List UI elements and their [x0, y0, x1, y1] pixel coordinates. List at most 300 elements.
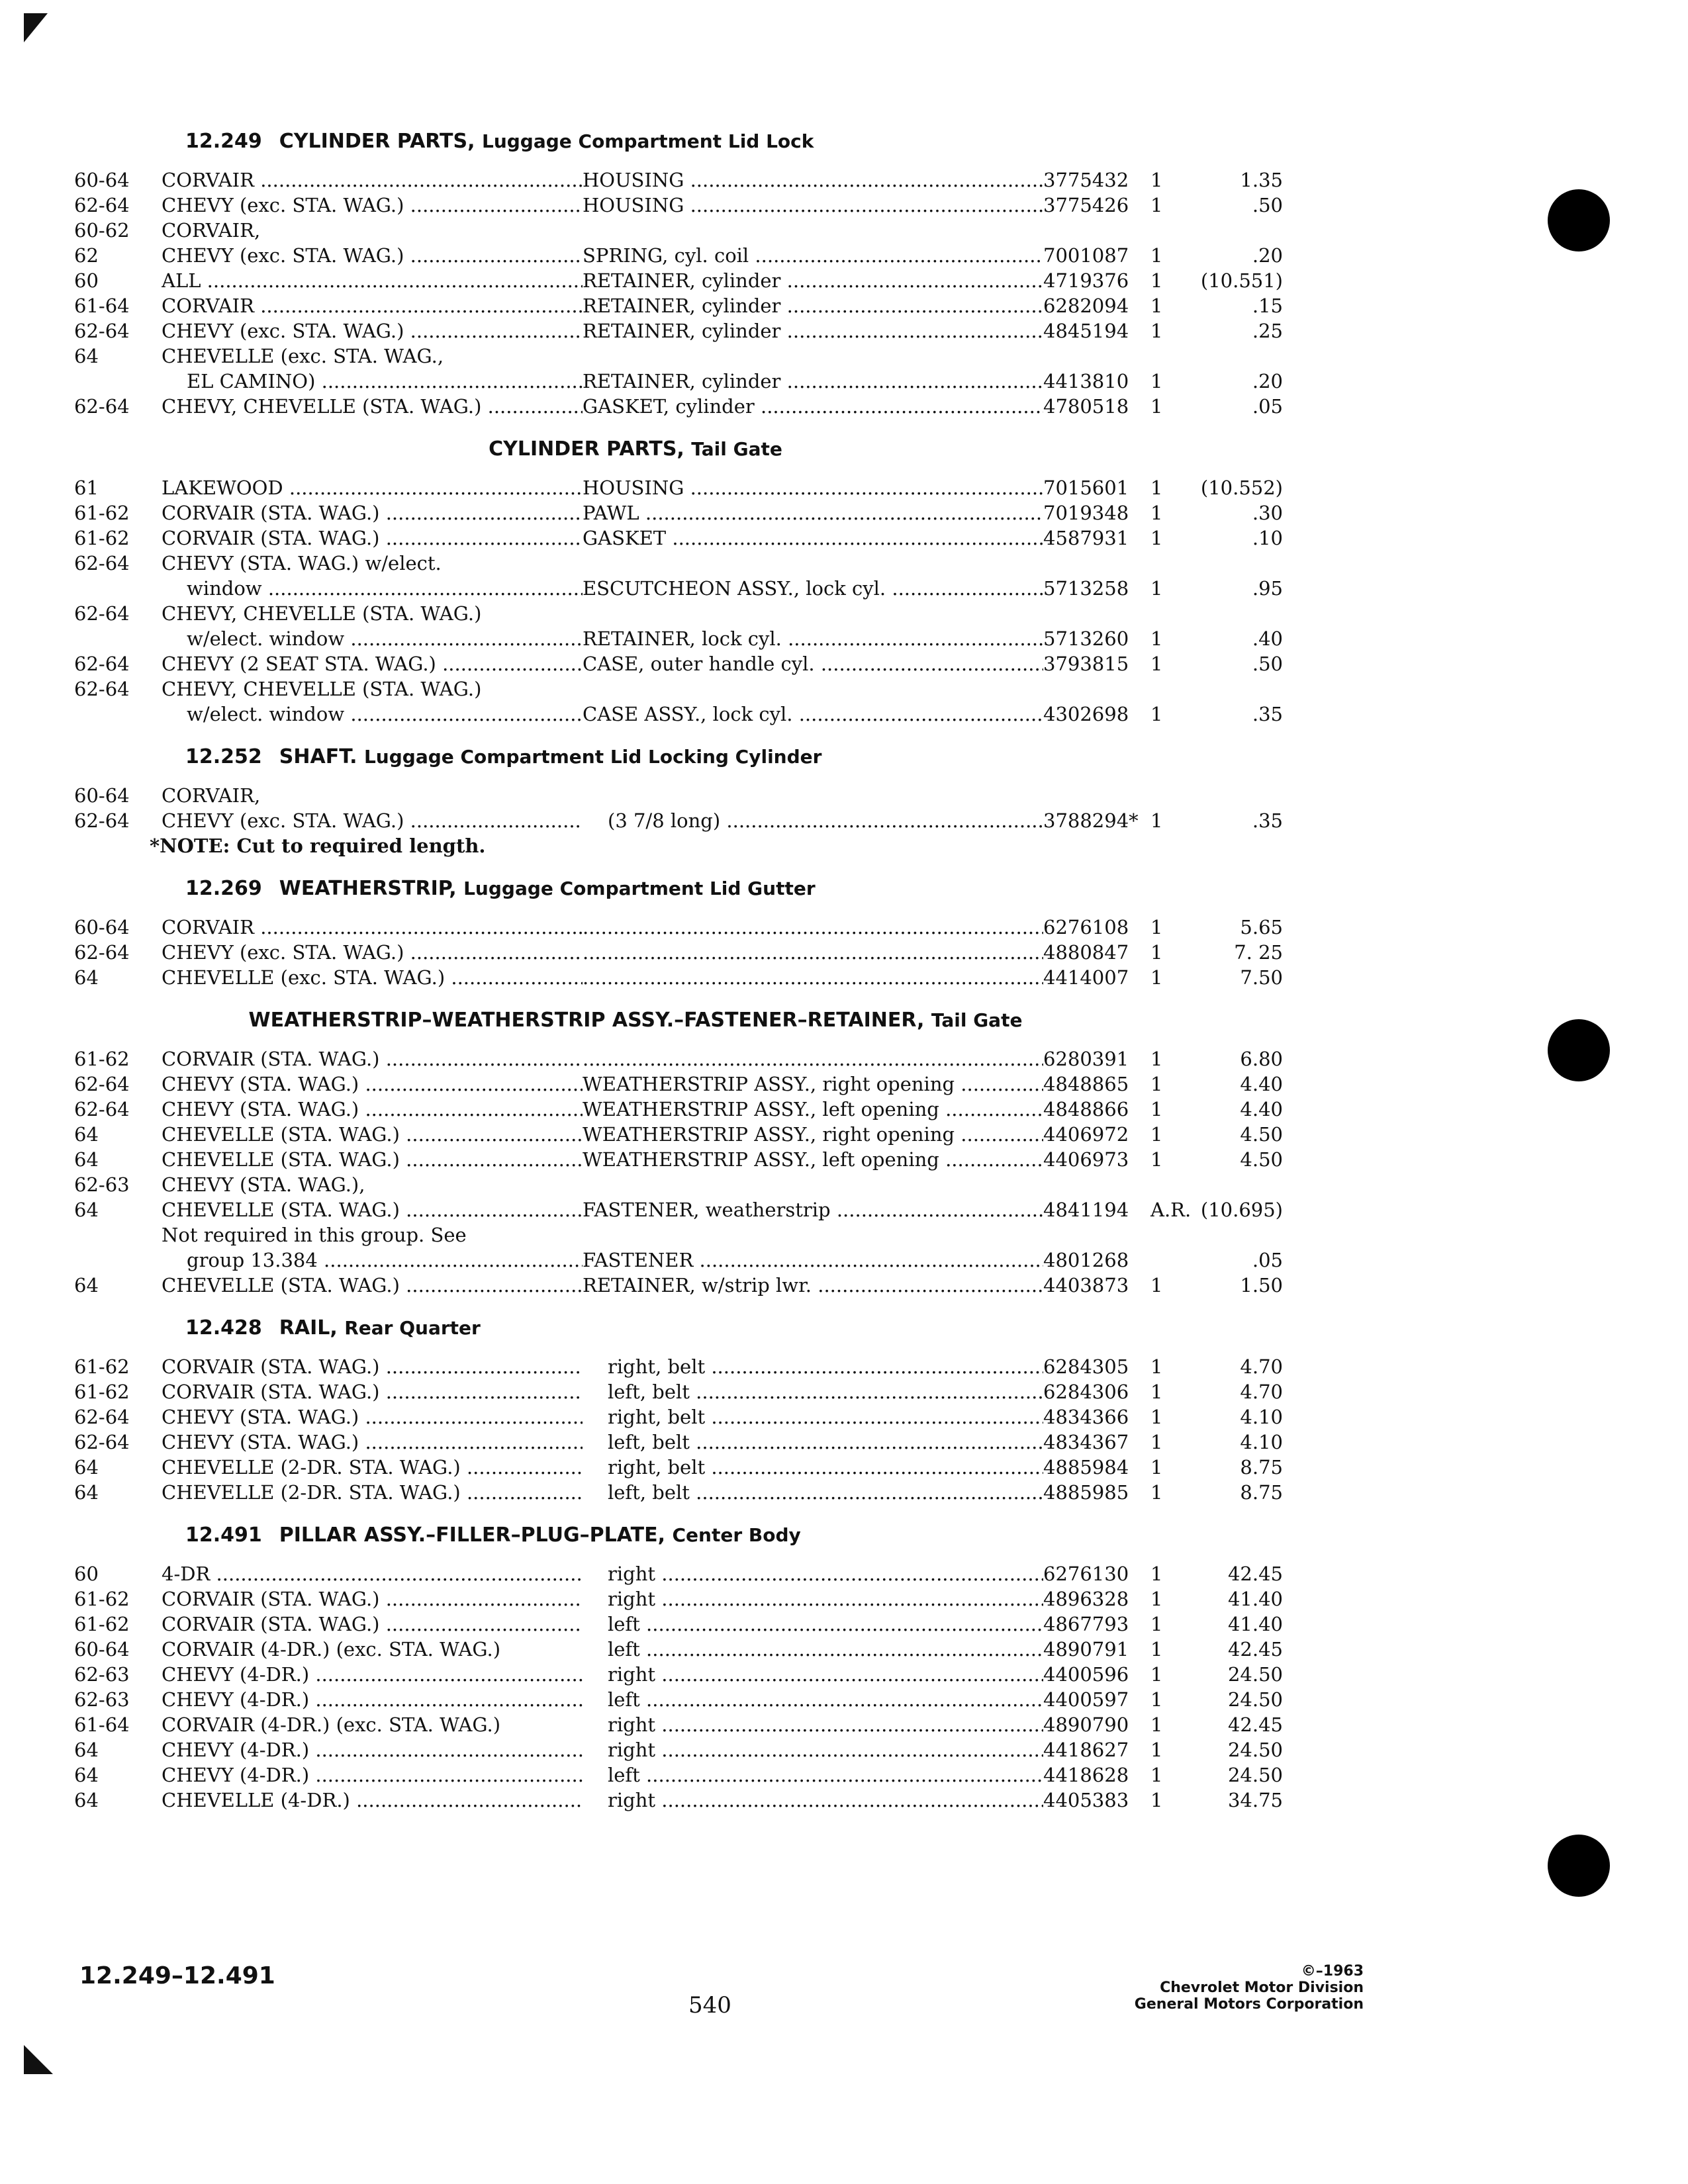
- part-description: [583, 1046, 1043, 1071]
- quantity: 1: [1150, 627, 1163, 650]
- part-description: WEATHERSTRIP ASSY., right opening .....: [583, 1071, 1043, 1097]
- part-number: 4848866: [1043, 1098, 1129, 1120]
- table-row: [74, 193, 1286, 218]
- vehicle-model: CHEVELLE (STA. WAG.) .....: [162, 1147, 583, 1172]
- model-years: 62-64: [74, 678, 130, 700]
- vehicle-model: CORVAIR .....: [162, 167, 583, 193]
- part-number: 3775432: [1043, 169, 1129, 191]
- section-heading: [74, 1009, 1286, 1032]
- list-price: 8.75: [1240, 1456, 1283, 1479]
- table-row: [74, 1222, 1286, 1248]
- table-row: [74, 243, 1286, 268]
- part-number: 4587931: [1043, 527, 1129, 549]
- part-number: 4406972: [1043, 1123, 1129, 1146]
- part-number: 3775426: [1043, 194, 1129, 216]
- table-row: [74, 676, 1286, 702]
- model-years: 61-62: [74, 1613, 130, 1635]
- part-number: 4885984: [1043, 1456, 1129, 1479]
- model-years: 60: [74, 269, 99, 292]
- part-number: 4841194: [1043, 1199, 1129, 1221]
- quantity: 1: [1150, 1148, 1163, 1171]
- list-price: .30: [1252, 502, 1283, 524]
- part-number: 4848865: [1043, 1073, 1129, 1095]
- table-row: [74, 940, 1286, 965]
- vehicle-model: CORVAIR (STA. WAG.) .....: [162, 500, 583, 525]
- part-number: 5713260: [1043, 627, 1129, 650]
- group-number: 12.491: [185, 1524, 262, 1547]
- table-row: [74, 1197, 1286, 1222]
- list-price: (10.551): [1200, 269, 1283, 292]
- model-years: 62-64: [74, 941, 130, 964]
- model-years: 64: [74, 1148, 99, 1171]
- part-number: 4418628: [1043, 1764, 1129, 1786]
- model-years: 62: [74, 244, 99, 267]
- quantity: 1: [1150, 577, 1163, 600]
- list-price: 4.70: [1240, 1381, 1283, 1403]
- list-price: .10: [1252, 527, 1283, 549]
- quantity: 1: [1150, 502, 1163, 524]
- part-description: left, belt .....: [583, 1379, 1043, 1404]
- list-price: 41.40: [1227, 1613, 1283, 1635]
- part-number: 4885985: [1043, 1481, 1129, 1504]
- vehicle-model: CHEVELLE (exc. STA. WAG.) .....: [162, 965, 583, 990]
- division-name: Chevrolet Motor Division: [1160, 1979, 1364, 1996]
- vehicle-model: window .....: [162, 576, 583, 601]
- part-number: 6280391: [1043, 1048, 1129, 1070]
- part-description: [583, 940, 1043, 965]
- quantity: 1: [1150, 1563, 1163, 1585]
- section-heading: [74, 877, 1286, 900]
- vehicle-model: ALL .....: [162, 268, 583, 293]
- vehicle-model: CHEVY (4-DR.) .....: [162, 1662, 583, 1687]
- quantity: 1: [1150, 1739, 1163, 1761]
- table-row: [74, 551, 1286, 576]
- vehicle-model: CHEVY (STA. WAG.) .....: [162, 1404, 583, 1430]
- model-years: 61-64: [74, 1713, 130, 1736]
- vehicle-model: Not required in this group. See: [162, 1224, 467, 1246]
- list-price: 7.50: [1240, 966, 1283, 989]
- part-number: 7001087: [1043, 244, 1129, 267]
- list-price: 24.50: [1227, 1663, 1283, 1686]
- table-row: [74, 525, 1286, 551]
- quantity: 1: [1150, 916, 1163, 938]
- list-price: 4.40: [1240, 1098, 1283, 1120]
- model-years: 62-64: [74, 395, 130, 418]
- part-number: 7015601: [1043, 477, 1129, 499]
- part-description: FASTENER .....: [583, 1248, 1043, 1273]
- part-description: CASE ASSY., lock cyl. .....: [583, 702, 1043, 727]
- part-number: 4896328: [1043, 1588, 1129, 1610]
- part-description: FASTENER, weatherstrip .....: [583, 1197, 1043, 1222]
- list-price: 4.50: [1240, 1123, 1283, 1146]
- part-number: 4403873: [1043, 1274, 1129, 1297]
- model-years: 64: [74, 345, 99, 367]
- vehicle-model: CORVAIR (STA. WAG.) .....: [162, 1354, 583, 1379]
- section-title: CYLINDER PARTS,: [279, 130, 475, 153]
- vehicle-model: CHEVY (4-DR.) .....: [162, 1687, 583, 1712]
- vehicle-model: CHEVY (exc. STA. WAG.) .....: [162, 318, 583, 343]
- list-price: .20: [1252, 244, 1283, 267]
- part-description: left, belt .....: [583, 1430, 1043, 1455]
- table-row: [74, 1046, 1286, 1071]
- quantity: 1: [1150, 1663, 1163, 1686]
- part-number: 4780518: [1043, 395, 1129, 418]
- section-subtitle: Tail Gate: [931, 1009, 1023, 1031]
- vehicle-model: CHEVY (exc. STA. WAG.) .....: [162, 193, 583, 218]
- list-price: .05: [1252, 395, 1283, 418]
- model-years: 62-64: [74, 1098, 130, 1120]
- model-years: 62-63: [74, 1173, 130, 1196]
- list-price: 6.80: [1240, 1048, 1283, 1070]
- vehicle-model: w/elect. window .....: [162, 702, 583, 727]
- list-price: .25: [1252, 320, 1283, 342]
- model-years: 61-62: [74, 1381, 130, 1403]
- quantity: 1: [1150, 1431, 1163, 1453]
- group-number: 12.252: [185, 745, 262, 768]
- model-years: 60-64: [74, 916, 130, 938]
- model-years: 60: [74, 1563, 99, 1585]
- part-number: 6276130: [1043, 1563, 1129, 1585]
- table-row: [74, 318, 1286, 343]
- quantity: 1: [1150, 477, 1163, 499]
- vehicle-model: LAKEWOOD .....: [162, 475, 583, 500]
- part-number: 6276108: [1043, 916, 1129, 938]
- list-price: .50: [1252, 194, 1283, 216]
- table-row: [74, 783, 1286, 808]
- quantity: 1: [1150, 194, 1163, 216]
- part-number: 4834366: [1043, 1406, 1129, 1428]
- list-price: 24.50: [1227, 1688, 1283, 1711]
- vehicle-model: w/elect. window .....: [162, 626, 583, 651]
- model-years: 64: [74, 1764, 99, 1786]
- table-row: [74, 475, 1286, 500]
- part-description: ESCUTCHEON ASSY., lock cyl. .....: [583, 576, 1043, 601]
- part-number: 6284306: [1043, 1381, 1129, 1403]
- part-number: 4880847: [1043, 941, 1129, 964]
- model-years: 62-64: [74, 1431, 130, 1453]
- section-heading: [74, 130, 1286, 153]
- part-description: HOUSING .....: [583, 167, 1043, 193]
- part-number: 4719376: [1043, 269, 1129, 292]
- table-row: [74, 1097, 1286, 1122]
- vehicle-model: CORVAIR (STA. WAG.) .....: [162, 1046, 583, 1071]
- part-number: 4890790: [1043, 1713, 1129, 1736]
- vehicle-model: CHEVY (exc. STA. WAG.) .....: [162, 243, 583, 268]
- table-row: [74, 576, 1286, 601]
- vehicle-model: CHEVY, CHEVELLE (STA. WAG.): [162, 678, 482, 700]
- part-description: WEATHERSTRIP ASSY., left opening .....: [583, 1097, 1043, 1122]
- publisher-block: [1046, 1963, 1364, 2013]
- list-price: 42.45: [1227, 1563, 1283, 1585]
- list-price: .35: [1252, 809, 1283, 832]
- table-row: [74, 1430, 1286, 1455]
- punch-hole-middle: [1548, 1019, 1610, 1081]
- model-years: 64: [74, 1123, 99, 1146]
- section-heading: [74, 745, 1286, 768]
- table-row: [74, 293, 1286, 318]
- list-price: 24.50: [1227, 1739, 1283, 1761]
- list-price: (10.695): [1200, 1199, 1283, 1221]
- model-years: 62-64: [74, 1406, 130, 1428]
- part-number: 3788294*: [1043, 809, 1139, 832]
- list-price: 34.75: [1227, 1789, 1283, 1811]
- part-description: left .....: [583, 1637, 1043, 1662]
- model-years: 60-64: [74, 1638, 130, 1661]
- model-years: 64: [74, 966, 99, 989]
- part-description: RETAINER, cylinder .....: [583, 268, 1043, 293]
- vehicle-model: EL CAMINO) .....: [162, 369, 583, 394]
- list-price: 5.65: [1240, 916, 1283, 938]
- vehicle-model: 4-DR .....: [162, 1561, 583, 1586]
- list-price: .05: [1252, 1249, 1283, 1271]
- corporation-name: General Motors Corporation: [1134, 1996, 1364, 2013]
- table-row: [74, 1762, 1286, 1788]
- model-years: 64: [74, 1739, 99, 1761]
- part-number: 4413810: [1043, 370, 1129, 392]
- part-number: 4405383: [1043, 1789, 1129, 1811]
- model-years: 61-62: [74, 527, 130, 549]
- part-number: 4890791: [1043, 1638, 1129, 1661]
- list-price: 4.10: [1240, 1406, 1283, 1428]
- table-row: [74, 1712, 1286, 1737]
- model-years: 61-62: [74, 1355, 130, 1378]
- table-row: [74, 1172, 1286, 1197]
- table-row: [74, 1788, 1286, 1813]
- quantity: 1: [1150, 653, 1163, 675]
- part-number: 4845194: [1043, 320, 1129, 342]
- list-price: 4.70: [1240, 1355, 1283, 1378]
- model-years: 60-64: [74, 169, 130, 191]
- part-number: 4400597: [1043, 1688, 1129, 1711]
- vehicle-model: CHEVY (4-DR.) .....: [162, 1762, 583, 1788]
- model-years: 61-62: [74, 1048, 130, 1070]
- part-number: 4801268: [1043, 1249, 1129, 1271]
- vehicle-model: CHEVY, CHEVELLE (STA. WAG.) .....: [162, 394, 583, 419]
- part-description: RETAINER, cylinder .....: [583, 318, 1043, 343]
- table-row: [74, 1586, 1286, 1612]
- section-note: *NOTE: Cut to required length.: [150, 835, 486, 857]
- vehicle-model: CORVAIR (4-DR.) (exc. STA. WAG.): [162, 1713, 501, 1736]
- part-description: right .....: [583, 1561, 1043, 1586]
- table-row: [74, 218, 1286, 243]
- table-row: [74, 1662, 1286, 1687]
- model-years: 62-63: [74, 1688, 130, 1711]
- quantity: 1: [1150, 1098, 1163, 1120]
- list-price: .50: [1252, 653, 1283, 675]
- table-row: [74, 1071, 1286, 1097]
- part-description: GASKET, cylinder .....: [583, 394, 1043, 419]
- model-years: 62-64: [74, 809, 130, 832]
- model-years: 64: [74, 1274, 99, 1297]
- model-years: 62-64: [74, 552, 130, 574]
- model-years: 62-63: [74, 1663, 130, 1686]
- table-row: [74, 1404, 1286, 1430]
- section-subtitle: Tail Gate: [691, 438, 782, 460]
- table-row: [74, 1687, 1286, 1712]
- section-heading: [74, 1524, 1286, 1547]
- vehicle-model: CORVAIR (STA. WAG.) .....: [162, 525, 583, 551]
- vehicle-model: CHEVY (STA. WAG.) w/elect.: [162, 552, 442, 574]
- model-years: 61-64: [74, 295, 130, 317]
- part-description: CASE, outer handle cyl. .....: [583, 651, 1043, 676]
- model-years: 62-64: [74, 194, 130, 216]
- section-title: WEATHERSTRIP–WEATHERSTRIP ASSY.–FASTENER–RETAINER,: [248, 1009, 925, 1032]
- part-description: SPRING, cyl. coil .....: [583, 243, 1043, 268]
- quantity: 1: [1150, 1274, 1163, 1297]
- part-number: 5713258: [1043, 577, 1129, 600]
- part-number: 4414007: [1043, 966, 1129, 989]
- model-years: 62-64: [74, 653, 130, 675]
- part-description: [583, 965, 1043, 990]
- quantity: 1: [1150, 370, 1163, 392]
- quantity: 1: [1150, 1481, 1163, 1504]
- page-number: 540: [688, 1992, 731, 2019]
- vehicle-model: CORVAIR .....: [162, 293, 583, 318]
- section-title: PILLAR ASSY.–FILLER–PLUG–PLATE,: [279, 1524, 666, 1547]
- list-price: .15: [1252, 295, 1283, 317]
- quantity: 1: [1150, 244, 1163, 267]
- table-row: [74, 1147, 1286, 1172]
- list-price: 4.40: [1240, 1073, 1283, 1095]
- list-price: .20: [1252, 370, 1283, 392]
- section-subtitle: Luggage Compartment Lid Locking Cylinder: [363, 746, 822, 768]
- quantity: 1: [1150, 1048, 1163, 1070]
- model-years: 64: [74, 1456, 99, 1479]
- section-heading: [74, 437, 1286, 461]
- punch-hole-top: [1548, 189, 1610, 251]
- quantity: 1: [1150, 1764, 1163, 1786]
- list-price: 7. 25: [1234, 941, 1283, 964]
- table-row: [74, 1122, 1286, 1147]
- quantity: 1: [1150, 395, 1163, 418]
- part-description: RETAINER, lock cyl. .....: [583, 626, 1043, 651]
- quantity: 1: [1150, 169, 1163, 191]
- part-number: 4867793: [1043, 1613, 1129, 1635]
- quantity: 1: [1150, 941, 1163, 964]
- vehicle-model: CHEVELLE (4-DR.) .....: [162, 1788, 583, 1813]
- quantity: A.R.: [1150, 1199, 1192, 1221]
- parts-listing: [74, 111, 1286, 1813]
- vehicle-model: CHEVY (STA. WAG.) .....: [162, 1071, 583, 1097]
- part-description: GASKET .....: [583, 525, 1043, 551]
- quantity: 1: [1150, 703, 1163, 725]
- vehicle-model: CHEVY (STA. WAG.) .....: [162, 1430, 583, 1455]
- model-years: 60-62: [74, 219, 130, 242]
- quantity: 1: [1150, 966, 1163, 989]
- part-description: [583, 915, 1043, 940]
- copyright: ©–1963: [1301, 1963, 1364, 1979]
- quantity: 1: [1150, 1456, 1163, 1479]
- model-years: 64: [74, 1199, 99, 1221]
- part-number: 3793815: [1043, 653, 1129, 675]
- part-description: RETAINER, cylinder .....: [583, 293, 1043, 318]
- section-title: CYLINDER PARTS,: [489, 437, 684, 461]
- vehicle-model: CORVAIR (STA. WAG.) .....: [162, 1586, 583, 1612]
- part-number: 7019348: [1043, 502, 1129, 524]
- model-years: 60-64: [74, 784, 130, 807]
- vehicle-model: CHEVY (STA. WAG.),: [162, 1173, 365, 1196]
- table-row: [74, 1612, 1286, 1637]
- table-row: [74, 1737, 1286, 1762]
- table-row: [74, 268, 1286, 293]
- table-row: [74, 343, 1286, 369]
- table-row: [74, 702, 1286, 727]
- section-subtitle: Rear Quarter: [344, 1317, 481, 1339]
- table-row: [74, 915, 1286, 940]
- vehicle-model: CORVAIR,: [162, 219, 261, 242]
- quantity: 1: [1150, 1613, 1163, 1635]
- vehicle-model: CORVAIR (STA. WAG.) .....: [162, 1379, 583, 1404]
- part-description: HOUSING .....: [583, 193, 1043, 218]
- part-description: right, belt .....: [583, 1455, 1043, 1480]
- vehicle-model: CHEVELLE (2-DR. STA. WAG.) .....: [162, 1480, 583, 1505]
- section-subtitle: Luggage Compartment Lid Lock: [481, 130, 814, 152]
- list-price: 24.50: [1227, 1764, 1283, 1786]
- table-row: [74, 1354, 1286, 1379]
- table-row: [74, 626, 1286, 651]
- list-price: 8.75: [1240, 1481, 1283, 1504]
- table-row: [74, 965, 1286, 990]
- part-description: RETAINER, w/strip lwr. .....: [583, 1273, 1043, 1298]
- part-description: left .....: [583, 1762, 1043, 1788]
- model-years: 61-62: [74, 1588, 130, 1610]
- table-row: [74, 500, 1286, 525]
- registration-mark-bottom: [24, 2045, 53, 2074]
- quantity: 1: [1150, 1638, 1163, 1661]
- table-row: [74, 1379, 1286, 1404]
- table-row: [74, 651, 1286, 676]
- part-number: 4418627: [1043, 1739, 1129, 1761]
- quantity: 1: [1150, 1789, 1163, 1811]
- vehicle-model: CHEVY (4-DR.) .....: [162, 1737, 583, 1762]
- part-description: right .....: [583, 1737, 1043, 1762]
- vehicle-model: CHEVELLE (exc. STA. WAG.,: [162, 345, 444, 367]
- part-description: right, belt .....: [583, 1354, 1043, 1379]
- model-years: 62-64: [74, 320, 130, 342]
- quantity: 1: [1150, 1688, 1163, 1711]
- quantity: 1: [1150, 1406, 1163, 1428]
- section-heading: [74, 1316, 1286, 1340]
- part-description: right .....: [583, 1662, 1043, 1687]
- model-years: 61: [74, 477, 99, 499]
- quantity: 1: [1150, 1355, 1163, 1378]
- part-number: 6282094: [1043, 295, 1129, 317]
- part-description: PAWL .....: [583, 500, 1043, 525]
- vehicle-model: CHEVY, CHEVELLE (STA. WAG.): [162, 602, 482, 625]
- list-price: 1.50: [1240, 1274, 1283, 1297]
- table-row: [74, 1248, 1286, 1273]
- part-description: WEATHERSTRIP ASSY., left opening .....: [583, 1147, 1043, 1172]
- table-row: [74, 1455, 1286, 1480]
- vehicle-model: CORVAIR,: [162, 784, 261, 807]
- punch-hole-bottom: [1548, 1835, 1610, 1897]
- part-description: right, belt .....: [583, 1404, 1043, 1430]
- vehicle-model: CORVAIR .....: [162, 915, 583, 940]
- registration-mark-top: [24, 13, 48, 42]
- vehicle-model: CHEVY (exc. STA. WAG.) .....: [162, 940, 583, 965]
- part-description: right .....: [583, 1788, 1043, 1813]
- quantity: 1: [1150, 320, 1163, 342]
- part-number: 6284305: [1043, 1355, 1129, 1378]
- table-row: [74, 1637, 1286, 1662]
- vehicle-model: CORVAIR (STA. WAG.) .....: [162, 1612, 583, 1637]
- quantity: 1: [1150, 295, 1163, 317]
- quantity: 1: [1150, 1713, 1163, 1736]
- part-number: 4302698: [1043, 703, 1129, 725]
- group-number: 12.249: [185, 130, 262, 153]
- list-price: 41.40: [1227, 1588, 1283, 1610]
- quantity: 1: [1150, 1588, 1163, 1610]
